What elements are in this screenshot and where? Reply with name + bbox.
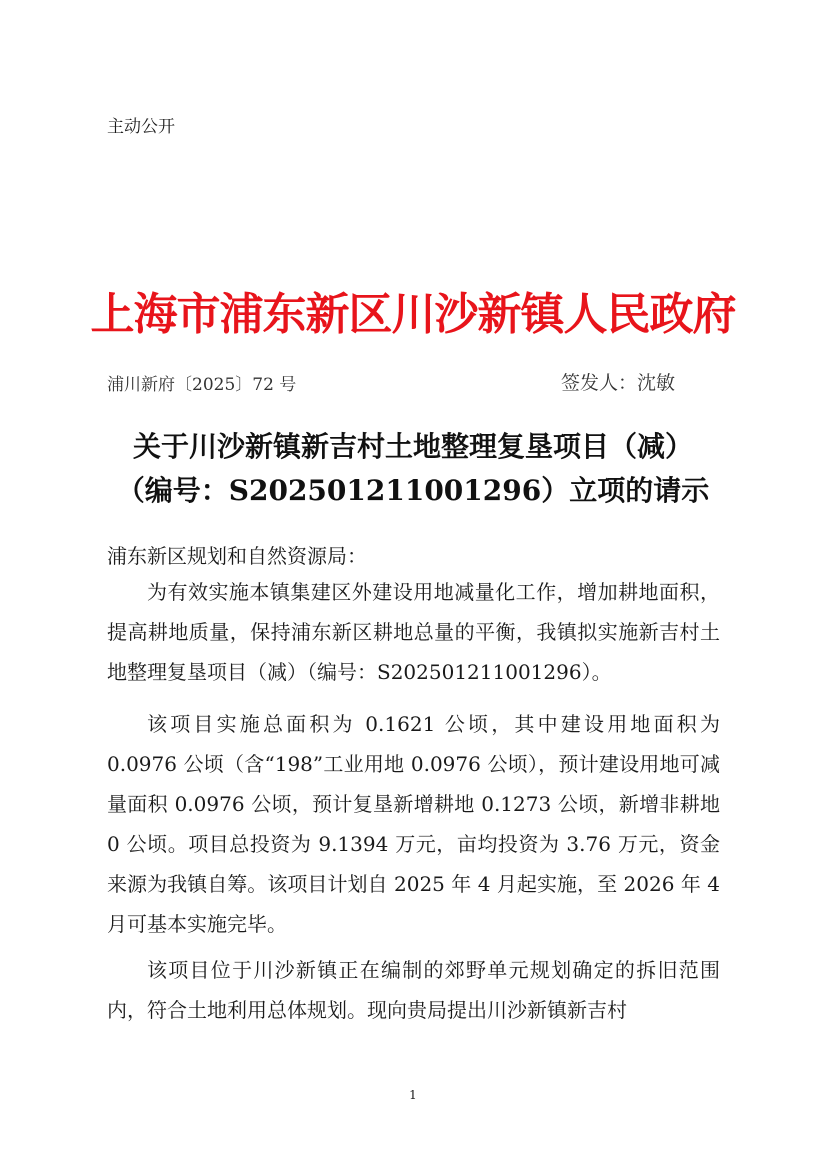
document-title — [90, 425, 736, 513]
page-number: 1 — [409, 1088, 417, 1102]
disclosure-label: 主动公开 — [107, 117, 175, 137]
document-number: 浦川新府〔2025〕72 号 — [107, 375, 297, 395]
title-line-1: 关于川沙新镇新吉村土地整理复垦项目（减） — [132, 430, 693, 463]
body-paragraph: 为有效实施本镇集建区外建设用地减量化工作，增加耕地面积，提高耕地质量，保持浦东新区耕地总量的平衡，我镇拟实施新吉村土地整理复垦项目（减）（编号：S202501211001296）。 — [107, 580, 720, 684]
issuer-heading: 上海市浦东新区川沙新镇人民政府 — [90, 289, 736, 340]
signer: 签发人：沈敏 — [561, 372, 676, 394]
body-paragraph: 该项目位于川沙新镇正在编制的郊野单元规划确定的拆旧范围内，符合土地利用总体规划。现向贵局提出川沙新镇新吉村 — [107, 958, 720, 1022]
title-line-2: （编号：S202501211001296）立项的请示 — [116, 474, 710, 507]
body-paragraph: 该项目实施总面积为 0.1621 公顷，其中建设用地面积为 0.0976 公顷（含“198”工业用地 0.0976 公顷），预计建设用地可减量面积 0.0976 公顷，预计复垦新增耕地 0.1273 公顷，新增非耕地 0 公顷。项目总投资为 9.1394 万元，亩均投资为 3.76 万元，资金来源为我镇自筹。该项目计划自 2025 年 4 月起实施，至 2026 年 4 月可基本实施完毕。 — [107, 712, 720, 936]
addressee: 浦东新区规划和自然资源局： — [107, 544, 367, 568]
